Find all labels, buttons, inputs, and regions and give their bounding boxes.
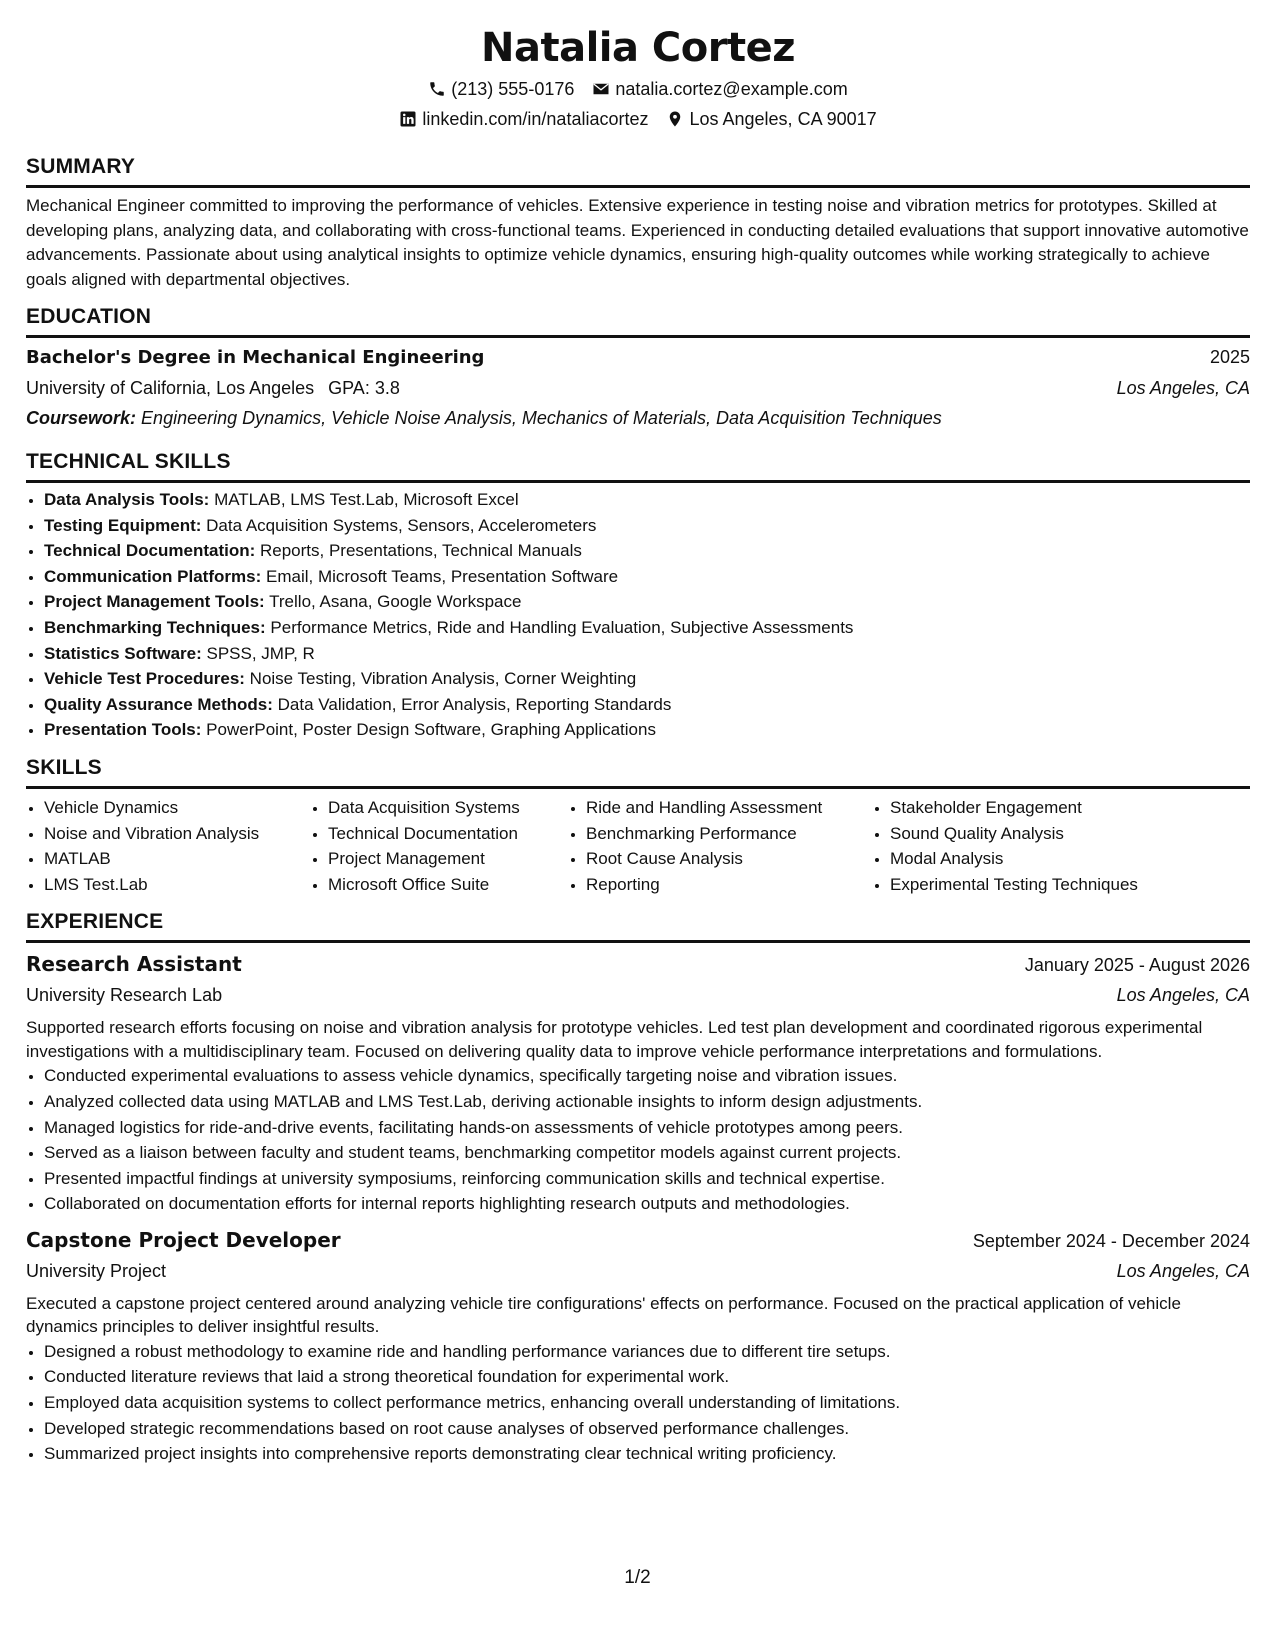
list-item: • Root Cause Analysis — [586, 846, 872, 872]
contact-phone — [428, 74, 574, 104]
school-location: Los Angeles, CA — [1116, 378, 1250, 398]
skills-column-1 — [26, 795, 310, 897]
coursework-line — [26, 403, 1250, 433]
candidate-name: Natalia Cortez — [480, 25, 795, 71]
list-item: • Vehicle Dynamics — [44, 795, 310, 821]
skills-column-2 — [310, 795, 568, 897]
list-item: • Summarized project insights into comprehensive reports demonstrating clear technical writing proficiency. — [44, 1441, 1250, 1467]
list-item: • Presented impactful findings at university symposiums, reinforcing communication skills and technical expertise. — [44, 1166, 1250, 1192]
list-item — [44, 513, 1250, 539]
job-org: University Project — [26, 1260, 167, 1281]
job-title: Research Assistant — [26, 952, 242, 977]
list-item: • Conducted experimental evaluations to assess vehicle dynamics, specifically targeting noise and vibration issues. — [44, 1063, 1250, 1089]
list-item — [44, 538, 1250, 564]
education-school-row — [26, 373, 1250, 403]
coursework-text: Engineering Dynamics, Vehicle Noise Analysis, Mechanics of Materials, Data Acquisition Techniques — [141, 408, 942, 428]
degree-year: 2025 — [1209, 347, 1250, 367]
skill-label: Technical Documentation: — [44, 541, 256, 561]
skill-value: Data Acquisition Systems, Sensors, Accelerometers — [206, 515, 597, 535]
summary-heading: SUMMARY — [26, 152, 1250, 188]
list-item: • Designed a robust methodology to examine ride and handling performance variances due to different tire setups. — [44, 1339, 1250, 1365]
job-location: Los Angeles, CA — [1116, 985, 1250, 1006]
contact-email[interactable] — [592, 74, 847, 104]
phone-text: (213) 555-0176 — [451, 79, 575, 99]
list-item: • Microsoft Office Suite — [328, 872, 568, 898]
skill-value: Email, Microsoft Teams, Presentation Software — [265, 566, 619, 586]
degree-title: Bachelor's Degree in Mechanical Engineering — [26, 347, 485, 368]
job-org-row — [26, 1256, 1250, 1286]
job-bullets — [26, 1339, 1250, 1467]
skill-label: Benchmarking Techniques: — [44, 617, 266, 637]
job-org: University Research Lab — [26, 985, 223, 1006]
list-item: • Analyzed collected data using MATLAB and LMS Test.Lab, deriving actionable insights to inform design adjustments. — [44, 1089, 1250, 1115]
list-item: • Ride and Handling Assessment — [586, 795, 872, 821]
school-line — [26, 373, 400, 403]
job-description: Supported research efforts focusing on noise and vibration analysis for prototype vehicles. Led test plan development and coordinated rigorous experimental investigations with a multidisciplinary team. Focused on delivering quality data to improve vehicle performance interpretations and formulations. — [26, 1018, 1203, 1061]
list-item: • Collaborated on documentation efforts for internal reports highlighting research outputs and methodologies. — [44, 1191, 1250, 1217]
skill-value: Noise Testing, Vibration Analysis, Corner Weighting — [249, 669, 637, 689]
phone-icon — [428, 80, 446, 98]
education-section — [26, 302, 1250, 433]
skills-grid — [26, 795, 1250, 897]
list-item: • Benchmarking Performance — [586, 821, 872, 847]
job-bullets — [26, 1063, 1250, 1217]
job-entry — [26, 949, 1250, 1217]
skill-label: Data Analysis Tools: — [44, 490, 210, 509]
technical-skills-list — [26, 487, 1250, 743]
technical-skills-section — [26, 447, 1250, 743]
skills-column-3 — [568, 795, 872, 897]
linkedin-link[interactable]: linkedin.com/in/nataliacortez — [422, 109, 649, 129]
linkedin-icon — [399, 110, 417, 128]
skill-value: SPSS, JMP, R — [206, 643, 315, 663]
list-item: • Employed data acquisition systems to collect performance metrics, enhancing overall understanding of limitations. — [44, 1390, 1250, 1416]
experience-heading: EXPERIENCE — [26, 907, 1250, 943]
list-item: • Sound Quality Analysis — [890, 821, 1190, 847]
skill-label: Quality Assurance Methods: — [44, 694, 273, 714]
list-item: • Stakeholder Engagement — [890, 795, 1190, 821]
job-org-row — [26, 980, 1250, 1010]
list-item: • Technical Documentation — [328, 821, 568, 847]
skill-value: Trello, Asana, Google Workspace — [269, 592, 522, 612]
skill-value: Data Validation, Error Analysis, Reporting Standards — [277, 694, 672, 714]
summary-text: Mechanical Engineer committed to improving the performance of vehicles. Extensive experience in testing noise and vibration metrics for prototypes. Skilled at developing plans, analyzing data, and collaborating with cross-functional teams. Experienced in conducting detailed evaluations that support innovative automotive advancements. Passionate about using analytical insights to optimize vehicle dynamics, ensuring high-quality outcomes while working strategically to achieve goals aligned with departmental objectives. — [26, 196, 1249, 289]
skill-label: Statistics Software: — [44, 643, 202, 663]
job-title-row — [26, 1225, 1250, 1256]
skill-label: Presentation Tools: — [44, 720, 202, 740]
school-name: University of California, Los Angeles — [26, 378, 315, 398]
map-pin-icon — [666, 110, 684, 128]
skill-label: Project Management Tools: — [44, 592, 265, 612]
job-dates: January 2025 - August 2026 — [1024, 955, 1250, 976]
list-item: • Conducted literature reviews that laid a strong theoretical foundation for experimental work. — [44, 1364, 1250, 1390]
list-item: • Data Acquisition Systems — [328, 795, 568, 821]
list-item: • Reporting — [586, 872, 872, 898]
email-link[interactable]: natalia.cortez@example.com — [615, 79, 848, 99]
list-item — [44, 487, 1250, 513]
skill-label: Vehicle Test Procedures: — [44, 669, 245, 689]
job-location: Los Angeles, CA — [1116, 1260, 1250, 1281]
job-entry — [26, 1225, 1250, 1467]
resume-content — [26, 22, 1250, 1467]
skill-value: PowerPoint, Poster Design Software, Graphing Applications — [206, 720, 656, 740]
list-item — [44, 589, 1250, 615]
education-degree-row — [26, 342, 1250, 373]
skills-section — [26, 753, 1250, 897]
skills-column-4 — [872, 795, 1190, 897]
list-item: • Project Management — [328, 846, 568, 872]
skill-label: Testing Equipment: — [44, 515, 202, 535]
list-item: • Experimental Testing Techniques — [890, 872, 1190, 898]
list-item: • Noise and Vibration Analysis — [44, 821, 310, 847]
list-item: • Managed logistics for ride-and-drive events, facilitating hands-on assessments of vehicle prototypes among peers. — [44, 1115, 1250, 1141]
contact-location — [666, 104, 876, 134]
skills-heading: SKILLS — [26, 753, 1250, 789]
page-number: 1/2 — [624, 1567, 651, 1588]
job-dates: September 2024 - December 2024 — [972, 1230, 1250, 1251]
job-title-row — [26, 949, 1250, 980]
list-item — [44, 692, 1250, 718]
skill-label: Communication Platforms: — [44, 566, 262, 586]
education-heading: EDUCATION — [26, 302, 1250, 338]
skill-value: Performance Metrics, Ride and Handling Evaluation, Subjective Assessments — [270, 617, 854, 637]
summary-section — [26, 152, 1250, 292]
list-item: • Served as a liaison between faculty and student teams, benchmarking competitor models against current projects. — [44, 1140, 1250, 1166]
list-item — [44, 666, 1250, 692]
list-item: • Modal Analysis — [890, 846, 1190, 872]
experience-section — [26, 907, 1250, 1467]
list-item: • LMS Test.Lab — [44, 872, 310, 898]
skill-value: MATLAB, LMS Test.Lab, Microsoft Excel — [214, 490, 519, 509]
contact-row-primary — [26, 74, 1250, 104]
list-item — [44, 641, 1250, 667]
list-item: • Developed strategic recommendations based on root cause analyses of observed performance challenges. — [44, 1416, 1250, 1442]
skill-value: Reports, Presentations, Technical Manuals — [260, 541, 582, 561]
job-title: Capstone Project Developer — [26, 1227, 341, 1252]
technical-skills-heading: TECHNICAL SKILLS — [26, 447, 1250, 483]
list-item — [44, 564, 1250, 590]
envelope-icon — [592, 80, 610, 98]
contact-linkedin[interactable] — [399, 104, 648, 134]
location-text: Los Angeles, CA 90017 — [689, 109, 877, 129]
coursework-label: Coursework: — [26, 408, 137, 428]
contact-row-secondary — [26, 104, 1250, 134]
gpa-text: GPA: 3.8 — [328, 378, 400, 398]
list-item — [44, 615, 1250, 641]
job-description: Executed a capstone project centered around analyzing vehicle tire configurations' effects on performance. Focused on the practical application of vehicle dynamics principles to deliver insightful results. — [26, 1293, 1181, 1337]
list-item: • MATLAB — [44, 846, 310, 872]
list-item — [44, 717, 1250, 743]
